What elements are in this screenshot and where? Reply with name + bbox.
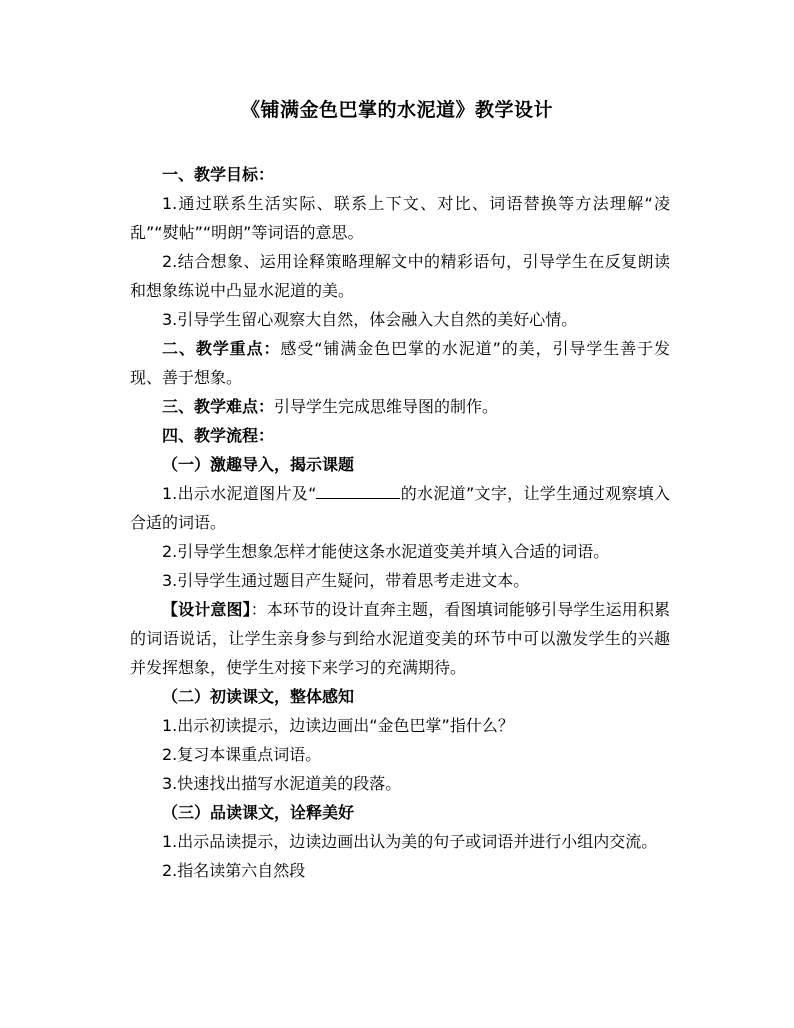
process3-item-1: 1.出示品读提示，边读边画出认为美的句子或词语并进行小组内交流。 (162, 832, 658, 851)
design-intent-label: 【设计意图】 (162, 600, 251, 619)
difficulty-label: 三、教学难点： (162, 397, 275, 416)
difficulty-text: 引导学生完成思维导图的制作。 (274, 397, 499, 416)
process2-item-1: 1.出示初读提示，边读边画出“金色巴掌”指什么？ (162, 716, 514, 735)
goal-item-1: 1.通过联系生活实际、联系上下文、对比、词语替换等方法理解“凌乱”“熨帖”“明朗”等词语的意思。 (130, 194, 670, 242)
process3-item-2: 2.指名读第六自然段 (162, 861, 306, 880)
subsection-heading-2: （二）初读课文，整体感知 (162, 687, 355, 706)
design-intent-paragraph (130, 595, 670, 682)
design-intent-text: ：本环节的设计直奔主题，看图填词能够引导学生运用积累的词语说话，让学生亲身参与到给水泥道变美的环节中可以激发学生的兴趣并发挥想象，使学生对接下来学习的充满期待。 (130, 600, 670, 677)
section-heading-goals: 一、教学目标： (162, 165, 275, 184)
key-point-paragraph (130, 334, 670, 392)
difficulty-paragraph (130, 392, 670, 421)
process1-item-1-after: 的水泥道”文字，让学生通过观察填入合适的词语。 (130, 484, 670, 532)
subsection-heading-3: （三）品读课文，诠释美好 (162, 803, 355, 822)
process1-item-1 (130, 479, 670, 537)
process2-item-2: 2.复习本课重点词语。 (162, 745, 322, 764)
process2-item-3: 3.快速找出描写水泥道美的段落。 (162, 774, 402, 793)
subsection-heading-1: （一）激趣导入，揭示课题 (162, 455, 355, 474)
document-body (130, 160, 670, 885)
goal-item-2: 2.结合想象、运用诠释策略理解文中的精彩语句，引导学生在反复朗读和想象练说中凸显水泥道的美。 (130, 252, 670, 300)
process1-item-2: 2.引导学生想象怎样才能使这条水泥道变美并填入合适的词语。 (162, 542, 610, 561)
key-point-label: 二、教学重点： (162, 339, 281, 358)
document-title: 《铺满金色巴掌的水泥道》教学设计 (240, 99, 553, 121)
goal-item-3: 3.引导学生留心观察大自然，体会融入大自然的美好心情。 (162, 310, 578, 329)
section-heading-process: 四、教学流程： (162, 426, 275, 445)
key-point-text: 感受“铺满金色巴掌的水泥道”的美，引导学生善于发现、善于想象。 (130, 339, 670, 387)
fill-in-blank (316, 482, 400, 499)
process1-item-1-before: 1.出示水泥道图片及“ (162, 484, 317, 503)
process1-item-3: 3.引导学生通过题目产生疑问，带着思考走进文本。 (162, 571, 530, 590)
